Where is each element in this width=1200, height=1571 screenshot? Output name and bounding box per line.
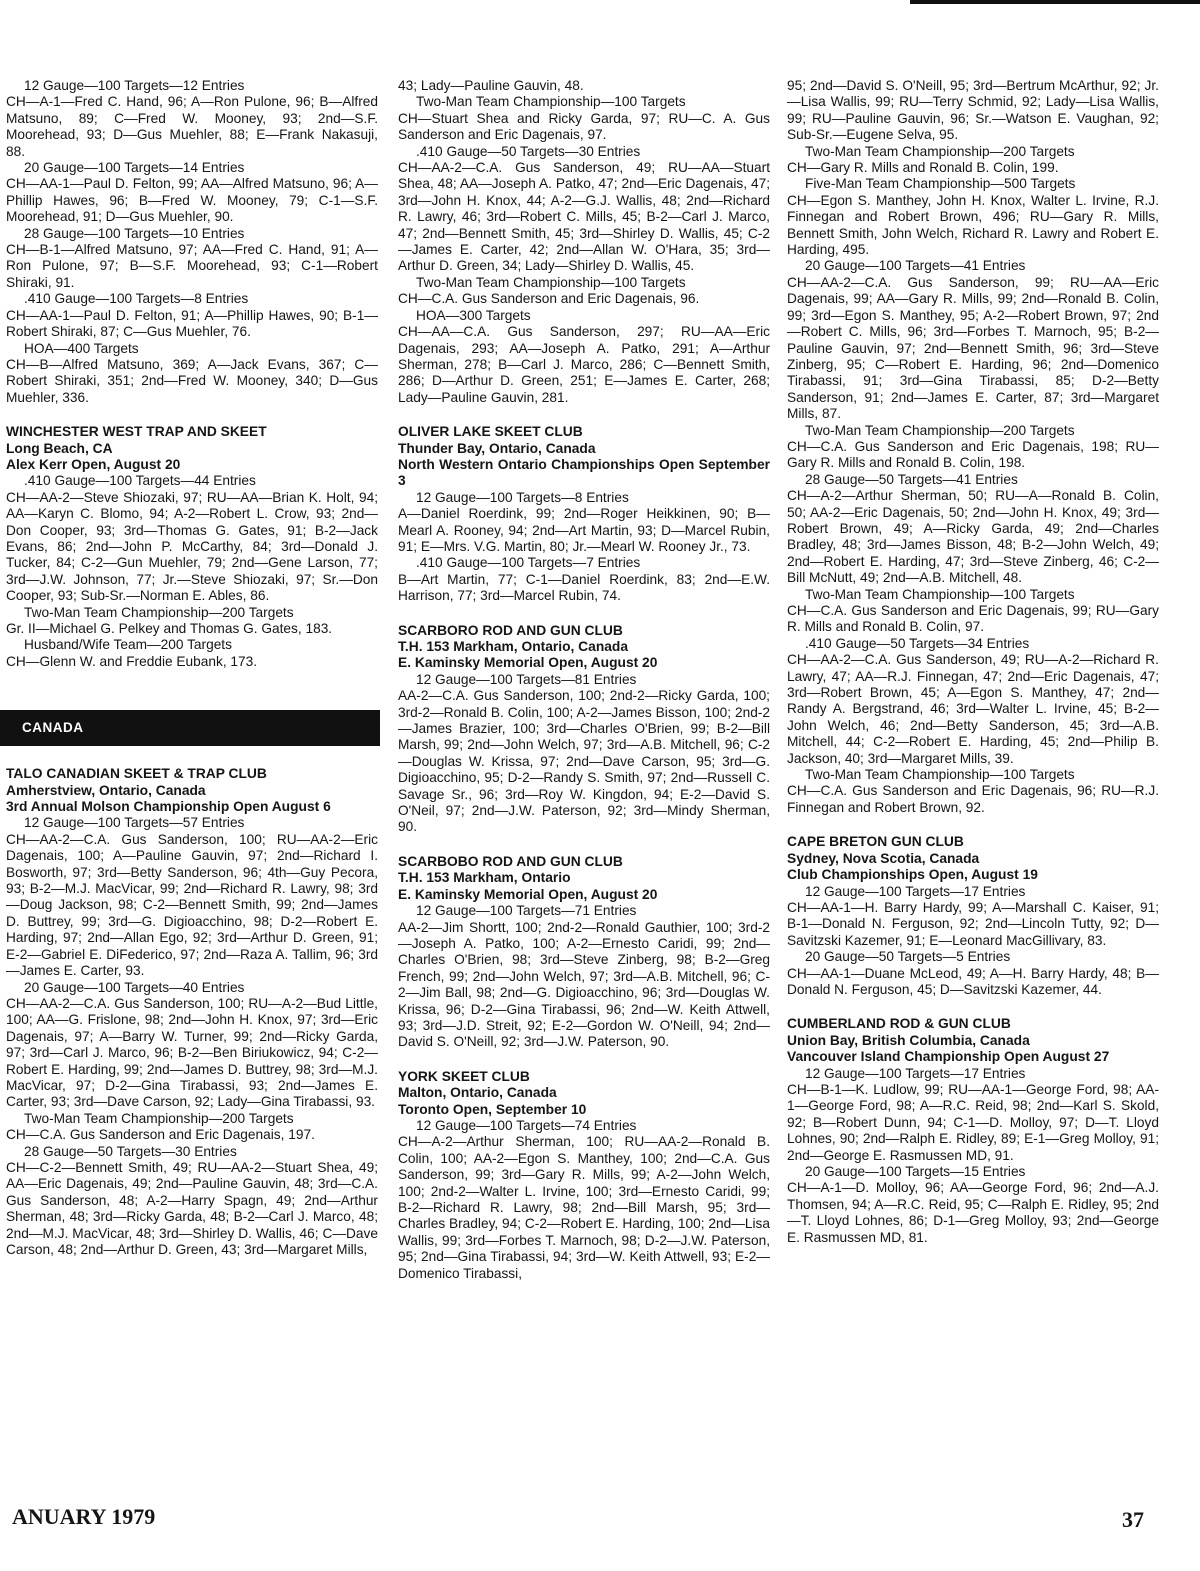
event-heading: .410 Gauge—50 Targets—34 Entries bbox=[805, 635, 1030, 651]
event-heading: 12 Gauge—100 Targets—8 Entries bbox=[416, 489, 629, 505]
event-heading: .410 Gauge—100 Targets—8 Entries bbox=[24, 291, 249, 307]
event-title: E. Kaminsky Memorial Open, August 20 bbox=[398, 655, 658, 671]
results-paragraph: CH—Stuart Shea and Ricky Garda, 97; RU—C. A. Gus Sanderson and Eric Dagenais, 97. bbox=[398, 110, 770, 143]
results-paragraph: 43; Lady—Pauline Gauvin, 48. bbox=[398, 78, 584, 93]
event-title: Toronto Open, September 10 bbox=[398, 1101, 587, 1117]
results-paragraph: CH—B-1—K. Ludlow, 99; RU—AA-1—George Ford, 98; AA-1—George Ford, 98; A—R.C. Reid, 98; 2nd—Karl S. Skold, 92; B—Robert Dunn, 94; C-1—D. Molloy, 97; D—T. Lloyd Lohnes, 90; 2nd—Ralph E. Ridley, 89; E-1—Greg Molloy, 91; 2nd—George E. Rasmussen MD, 91. bbox=[787, 1081, 1159, 1163]
event-heading: Two-Man Team Championship—100 Targets bbox=[416, 274, 686, 290]
event-heading: 20 Gauge—100 Targets—40 Entries bbox=[24, 979, 245, 995]
club-name: WINCHESTER WEST TRAP AND SKEET bbox=[6, 424, 267, 440]
results-paragraph: CH—AA-2—C.A. Gus Sanderson, 49; RU—AA—Stuart Shea, 48; AA—Joseph A. Patko, 47; 2nd—Eric Dagenais, 47; 3rd—John H. Knox, 44; A-2—G.J. Wallis, 48; 2nd—Richard R. Lawry, 46; 3rd—Robert C. Mills, 45; B-2—Carl J. Marco, 47; 2nd—Bennett Smith, 45; 3rd—Shirley D. Wallis, 45; C-2—James E. Carter, 42; 2nd—Allan W. O'Hara, 35; 3rd—Arthur D. Green, 34; Lady—Shirley D. Wallis, 45. bbox=[398, 160, 770, 274]
footer-date: ANUARY 1979 bbox=[12, 1504, 156, 1529]
event-title: Club Championships Open, August 19 bbox=[787, 867, 1038, 883]
event-title: E. Kaminsky Memorial Open, August 20 bbox=[398, 886, 658, 902]
event-heading: Two-Man Team Championship—200 Targets bbox=[24, 604, 294, 620]
results-paragraph: CH—AA-1—H. Barry Hardy, 99; A—Marshall C. Kaiser, 91; B-1—Donald N. Ferguson, 92; 2nd—Lincoln Tutty, 92; D—Savitzski Kazemer, 91; E—Leonard MacGillivary, 83. bbox=[787, 899, 1159, 948]
club-name: TALO CANADIAN SKEET & TRAP CLUB bbox=[6, 766, 267, 782]
club-name: CUMBERLAND ROD & GUN CLUB bbox=[787, 1016, 1011, 1032]
club-section bbox=[398, 424, 770, 604]
results-paragraph: CH—A-2—Arthur Sherman, 100; RU—AA-2—Ronald B. Colin, 100; AA-2—Egon S. Manthey, 100; 2nd—C.A. Gus Sanderson, 99; 3rd—Gary R. Mills, 99; A-2—John Welch, 100; 2nd-2—Walter L. Irvine, 100; 3rd—Ernesto Caridi, 99; B-2—Richard R. Lawry, 98; 2nd—Bill Marsh, 95; 3rd—Charles Bradley, 94; C-2—Robert E. Harding, 100; 2nd—Lisa Wallis, 99; 3rd—Forbes T. Marnoch, 98; D-2—J.W. Paterson, 95; 2nd—Gina Tirabassi, 94; 3rd—W. Keith Attwell, 93; E-2—Domenico Tirabassi, bbox=[398, 1134, 770, 1281]
results-paragraph: CH—AA-1—Paul D. Felton, 91; A—Phillip Hawes, 90; B-1—Robert Shiraki, 87; C—Gus Muehler, 76. bbox=[6, 307, 378, 340]
club-section bbox=[398, 854, 770, 1051]
event-heading: Five-Man Team Championship—500 Targets bbox=[805, 176, 1076, 192]
event-heading: .410 Gauge—100 Targets—7 Entries bbox=[416, 555, 641, 571]
event-title: Vancouver Island Championship Open August 27 bbox=[787, 1049, 1110, 1065]
club-section bbox=[787, 1016, 1159, 1246]
results-paragraph: CH—B-1—Alfred Matsuno, 97; AA—Fred C. Hand, 91; A—Ron Pulone, 97; B—S.F. Moorehead, 93; C-1—Robert Shiraki, 91. bbox=[6, 242, 378, 290]
results-paragraph: CH—A-2—Arthur Sherman, 50; RU—A—Ronald B. Colin, 50; AA-2—Eric Dagenais, 50; 2nd—John H. Knox, 49; 3rd—Robert Brown, 49; A—Ricky Garda, 49; 2nd—Charles Bradley, 48; 3rd—James Bisson, 48; B-2—John Welch, 49; 2nd—Robert E. Harding, 47; 3rd—Steve Zinberg, 46; C-2—Bill McNutt, 49; 2nd—A.B. Mitchell, 48. bbox=[787, 488, 1159, 586]
column-1 bbox=[6, 78, 378, 1258]
results-paragraph: CH—AA-1—Duane McLeod, 49; A—H. Barry Hardy, 48; B—Donald N. Ferguson, 45; D—Savitzski Kazemer, 44. bbox=[787, 965, 1159, 997]
event-heading: HOA—400 Targets bbox=[24, 340, 139, 356]
club-location: T.H. 153 Markham, Ontario bbox=[398, 870, 571, 886]
club-location: Long Beach, CA bbox=[6, 440, 113, 456]
club-name: SCARBORO ROD AND GUN CLUB bbox=[398, 622, 623, 638]
club-location: T.H. 153 Markham, Ontario, Canada bbox=[398, 639, 629, 654]
event-heading: 20 Gauge—100 Targets—41 Entries bbox=[805, 258, 1026, 274]
top-rule bbox=[910, 0, 1200, 4]
results-paragraph: AA-2—C.A. Gus Sanderson, 100; 2nd-2—Ricky Garda, 100; 3rd-2—Ronald B. Colin, 100; A-2—James Bisson, 100; 2nd-2—James Brazier, 100; 3rd—Charles O'Brien, 99; B-2—Bill Marsh, 99; 2nd—John Welch, 97; 3rd—A.B. Mitchell, 96; C-2—Douglas W. Krissa, 97; 2nd—Dave Carson, 95; 3rd—G. Digioacchino, 95; D-2—Randy S. Smith, 97; 2nd—Russell C. Savage Sr., 96; 3rd—Roy W. Kingdon, 94; E-2—David S. O'Neil, 97; 2nd—J.W. Paterson, 92; 3rd—Mindy Sherman, 90. bbox=[398, 688, 770, 835]
event-heading: 12 Gauge—100 Targets—12 Entries bbox=[24, 78, 245, 93]
event-heading: HOA—300 Targets bbox=[416, 307, 531, 323]
club-section bbox=[398, 78, 770, 406]
results-paragraph: A—Daniel Roerdink, 99; 2nd—Roger Heikkinen, 90; B—Mearl A. Rooney, 94; 2nd—Art Martin, 93; D—Marcel Rubin, 91; E—Mrs. V.G. Martin, 80; Jr.—Mearl W. Rooney Jr., 73. bbox=[398, 506, 770, 554]
club-name: OLIVER LAKE SKEET CLUB bbox=[398, 424, 583, 440]
club-section bbox=[398, 1069, 770, 1282]
event-heading: 12 Gauge—100 Targets—74 Entries bbox=[416, 1117, 637, 1133]
results-paragraph: CH—C-2—Bennett Smith, 49; RU—AA-2—Stuart Shea, 49; AA—Eric Dagenais, 49; 2nd—Pauline Gauvin, 48; 3rd—C.A. Gus Sanderson, 48; A-2—Harry Spagn, 49; 2nd—Arthur Sherman, 48; 3rd—Ricky Garda, 48; B-2—Carl J. Marco, 48; 2nd—M.J. MacVicar, 48; 3rd—Shirley D. Wallis, 46; C—Dave Carson, 48; 2nd—Arthur D. Green, 43; 3rd—Margaret Mills, bbox=[6, 1159, 378, 1257]
results-paragraph: CH—C.A. Gus Sanderson and Eric Dagenais, 99; RU—Gary R. Mills and Ronald B. Colin, 97. bbox=[787, 603, 1159, 635]
column-2 bbox=[398, 78, 770, 1282]
event-heading: Two-Man Team Championship—200 Targets bbox=[805, 143, 1075, 159]
club-location: Union Bay, British Columbia, Canada bbox=[787, 1032, 1030, 1048]
club-location: Sydney, Nova Scotia, Canada bbox=[787, 850, 980, 866]
results-paragraph: B—Art Martin, 77; C-1—Daniel Roerdink, 83; 2nd—E.W. Harrison, 77; 3rd—Marcel Rubin, 74. bbox=[398, 571, 770, 604]
event-heading: Two-Man Team Championship—100 Targets bbox=[805, 586, 1075, 602]
results-paragraph: CH—C.A. Gus Sanderson and Eric Dagenais, 96. bbox=[398, 291, 700, 307]
event-heading: 12 Gauge—100 Targets—17 Entries bbox=[805, 1065, 1026, 1081]
results-paragraph: CH—AA-2—Steve Shiozaki, 97; RU—AA—Brian K. Holt, 94; AA—Karyn C. Blomo, 94; A-2—Robert L. Crow, 93; 2nd—Don Cooper, 93; 3rd—Thomas G. Gates, 91; B-2—Jack Evans, 86; 2nd—John P. McCarthy, 84; 3rd—Donald J. Tucker, 84; C-2—Gun Muehler, 79; 2nd—Gene Larson, 77; 3rd—J.W. Johnson, 77; Jr.—Steve Shiozaki, 97; Sr.—Don Cooper, 93; Sub-Sr.—Norman E. Ables, 86. bbox=[6, 489, 378, 604]
club-section bbox=[787, 834, 1159, 998]
club-location: Amherstview, Ontario, Canada bbox=[6, 782, 206, 798]
column-3 bbox=[787, 78, 1159, 1246]
results-paragraph: CH—C.A. Gus Sanderson and Eric Dagenais, 96; RU—R.J. Finnegan and Robert Brown, 92. bbox=[787, 783, 1159, 815]
club-name: SCARBOBO ROD AND GUN CLUB bbox=[398, 853, 623, 869]
event-heading: 12 Gauge—100 Targets—71 Entries bbox=[416, 903, 637, 919]
club-location: Malton, Ontario, Canada bbox=[398, 1085, 557, 1101]
event-heading: 28 Gauge—50 Targets—41 Entries bbox=[805, 471, 1018, 487]
results-paragraph: CH—AA-2—C.A. Gus Sanderson, 100; RU—AA-2—Eric Dagenais, 100; A—Pauline Gauvin, 97; 2nd—Richard I. Bosworth, 97; 3rd—Betty Sanderson, 96; 4th—Guy Pecora, 93; B-2—M.J. MacVicar, 99; 2nd—Richard R. Lawry, 98; 3rd—Doug Jackson, 98; C-2—Bennett Smith, 99; 2nd—James D. Buttrey, 99; 3rd—G. Digioacchino, 98; D-2—Robert E. Harding, 97; 2nd—Allan Ego, 92; 3rd—Arthur D. Green, 91; E-2—Gabriel E. DiFederico, 97; 2nd—Raza A. Tallim, 96; 3rd—James E. Carter, 93. bbox=[6, 831, 378, 979]
event-heading: 20 Gauge—100 Targets—15 Entries bbox=[805, 1164, 1026, 1179]
event-heading: 28 Gauge—100 Targets—10 Entries bbox=[24, 225, 245, 241]
results-paragraph: CH—Gary R. Mills and Ronald B. Colin, 199. bbox=[787, 160, 1059, 176]
event-title: 3rd Annual Molson Championship Open August 6 bbox=[6, 799, 331, 815]
results-paragraph: CH—AA-2—C.A. Gus Sanderson, 99; RU—AA—Eric Dagenais, 99; AA—Gary R. Mills, 99; 2nd—Ronald B. Colin, 99; 3rd—Egon S. Manthey, 95; A-2—Robert Brown, 97; 2nd—Robert C. Mills, 96; 3rd—Forbes T. Marnoch, 95; B-2—Pauline Gauvin, 97; 2nd—Bennett Smith, 96; 3rd—Steve Zinberg, 95; C—Robert E. Harding, 96; 2nd—Domenico Tirabassi, 91; 3rd—Gina Tirabassi, 85; D-2—Betty Sanderson, 91; 2nd—James E. Carter, 87; 3rd—Margaret Mills, 87. bbox=[787, 274, 1159, 422]
club-section bbox=[398, 623, 770, 836]
event-heading: Two-Man Team Championship—100 Targets bbox=[805, 767, 1075, 783]
club-section bbox=[6, 78, 378, 406]
event-heading: 12 Gauge—100 Targets—17 Entries bbox=[805, 883, 1026, 899]
event-heading: Two-Man Team Championship—200 Targets bbox=[24, 1110, 294, 1126]
page-number: 37 bbox=[1122, 1507, 1144, 1532]
event-heading: Two-Man Team Championship—200 Targets bbox=[805, 422, 1075, 438]
results-paragraph: CH—AA-1—Paul D. Felton, 99; AA—Alfred Matsuno, 96; A—Phillip Hawes, 96; B—Fred W. Mooney, 79; C-1—S.F. Moorehead, 91; D—Gus Muehler, 90. bbox=[6, 176, 378, 225]
results-paragraph: CH—A-1—D. Molloy, 96; AA—George Ford, 96; 2nd—A.J. Thomsen, 94; A—R.C. Reid, 95; C—Ralph E. Ridley, 95; 2nd—T. Lloyd Lohnes, 86; D-1—Greg Molloy, 93; 2nd—George E. Rasmussen MD, 81. bbox=[787, 1180, 1159, 1245]
event-heading: 20 Gauge—50 Targets—5 Entries bbox=[805, 949, 1011, 965]
results-paragraph: CH—AA-2—C.A. Gus Sanderson, 49; RU—A-2—Richard R. Lawry, 47; AA—R.J. Finnegan, 47; 2nd—Eric Dagenais, 47; 3rd—Robert Brown, 45; A—Egon S. Manthey, 47; 2nd—Randy A. Bergstrand, 46; 3rd—Walter L. Irvine, 45; B-2—John Welch, 46; 2nd—Betty Sanderson, 45; 3rd—A.B. Mitchell, 44; C-2—Robert E. Harding, 45; 2nd—Philip B. Jackson, 40; 3rd—Margaret Mills, 39. bbox=[787, 652, 1159, 766]
club-section bbox=[6, 424, 378, 670]
event-heading: 12 Gauge—100 Targets—81 Entries bbox=[416, 671, 637, 687]
event-heading: 12 Gauge—100 Targets—57 Entries bbox=[24, 815, 245, 831]
event-heading: .410 Gauge—50 Targets—30 Entries bbox=[416, 143, 641, 159]
event-title: Alex Kerr Open, August 20 bbox=[6, 456, 181, 472]
event-heading: 20 Gauge—100 Targets—14 Entries bbox=[24, 160, 245, 176]
results-paragraph: CH—AA—C.A. Gus Sanderson, 297; RU—AA—Eric Dagenais, 293; AA—Joseph A. Patko, 291; A—Arthur Sherman, 278; B—Carl J. Marco, 286; C—Bennett Smith, 286; D—Arthur D. Green, 251; E—James E. Carter, 268; Lady—Pauline Gauvin, 281. bbox=[398, 324, 770, 405]
results-paragraph: CH—AA-2—C.A. Gus Sanderson, 100; RU—A-2—Bud Little, 100; AA—G. Frislone, 98; 2nd—John H. Knox, 97; 3rd—Eric Dagenais, 97; A—Barry W. Turner, 99; 2nd—Ricky Garda, 97; 3rd—Carl J. Marco, 96; B-2—Ben Biriukowicz, 94; C-2—Robert E. Harding, 99; 2nd—James D. Buttrey, 98; 3rd—M.J. MacVicar, 97; D-2—Gina Tirabassi, 93; 2nd—James E. Carter, 93; 3rd—Dave Carson, 92; Lady—Gina Tirabassi, 93. bbox=[6, 995, 378, 1110]
results-paragraph: CH—A-1—Fred C. Hand, 96; A—Ron Pulone, 96; B—Alfred Matsuno, 89; C—Fred W. Mooney, 93; 2nd—S.F. Moorehead, 93; D—Gus Muehler, 88; E—Frank Nakasuji, 88. bbox=[6, 94, 378, 159]
club-name: CAPE BRETON GUN CLUB bbox=[787, 834, 964, 850]
results-paragraph: CH—C.A. Gus Sanderson and Eric Dagenais, 197. bbox=[6, 1127, 315, 1143]
results-paragraph: Gr. II—Michael G. Pelkey and Thomas G. Gates, 183. bbox=[6, 621, 333, 636]
club-section bbox=[787, 78, 1159, 816]
event-heading: Two-Man Team Championship—100 Targets bbox=[416, 94, 686, 110]
results-paragraph: 95; 2nd—David S. O'Neill, 95; 3rd—Bertrum McArthur, 92; Jr.—Lisa Wallis, 99; RU—Terry Schmid, 92; Lady—Lisa Wallis, 99; RU—Pauline Gauvin, 96; Sr.—Watson E. Vaughan, 92; Sub-Sr.—Eugene Selva, 95. bbox=[787, 78, 1159, 143]
event-title: North Western Ontario Championships Open September 3 bbox=[398, 456, 770, 489]
club-section bbox=[6, 766, 378, 1258]
club-location: Thunder Bay, Ontario, Canada bbox=[398, 440, 596, 456]
event-heading: Husband/Wife Team—200 Targets bbox=[24, 637, 232, 653]
event-heading: .410 Gauge—100 Targets—44 Entries bbox=[24, 473, 256, 489]
results-paragraph: AA-2—Jim Shortt, 100; 2nd-2—Ronald Gauthier, 100; 3rd-2—Joseph A. Patko, 100; A-2—Ernesto Caridi, 99; 2nd—Charles O'Brien, 98; 3rd—Steve Zinberg, 98; B-2—Greg French, 99; 2nd—John Welch, 97; 3rd—A.B. Mitchell, 96; C-2—Jim Ball, 98; 2nd—G. Digioacchino, 96; 3rd—Douglas W. Krissa, 96; D-2—Gina Tirabassi, 96; 2nd—W. Keith Attwell, 93; 3rd—J.D. Streit, 92; E-2—Gordon W. O'Neill, 94; 2nd—David S. O'Neill, 92; 3rd—J.W. Paterson, 90. bbox=[398, 919, 770, 1050]
section-banner: CANADA bbox=[0, 710, 380, 746]
results-paragraph: CH—B—Alfred Matsuno, 369; A—Jack Evans, 367; C—Robert Shiraki, 351; 2nd—Fred W. Mooney, 340; D—Gus Muehler, 336. bbox=[6, 356, 378, 405]
results-paragraph: CH—Glenn W. and Freddie Eubank, 173. bbox=[6, 653, 258, 669]
results-paragraph: CH—Egon S. Manthey, John H. Knox, Walter L. Irvine, R.J. Finnegan and Robert Brown, 496; RU—Gary R. Mills, Bennett Smith, John Welch, Richard R. Lawry and Robert E. Harding, 495. bbox=[787, 192, 1159, 258]
event-heading: 28 Gauge—50 Targets—30 Entries bbox=[24, 1143, 237, 1159]
results-paragraph: CH—C.A. Gus Sanderson and Eric Dagenais, 198; RU—Gary R. Mills and Ronald B. Colin, 198. bbox=[787, 438, 1159, 471]
club-name: YORK SKEET CLUB bbox=[398, 1068, 530, 1084]
